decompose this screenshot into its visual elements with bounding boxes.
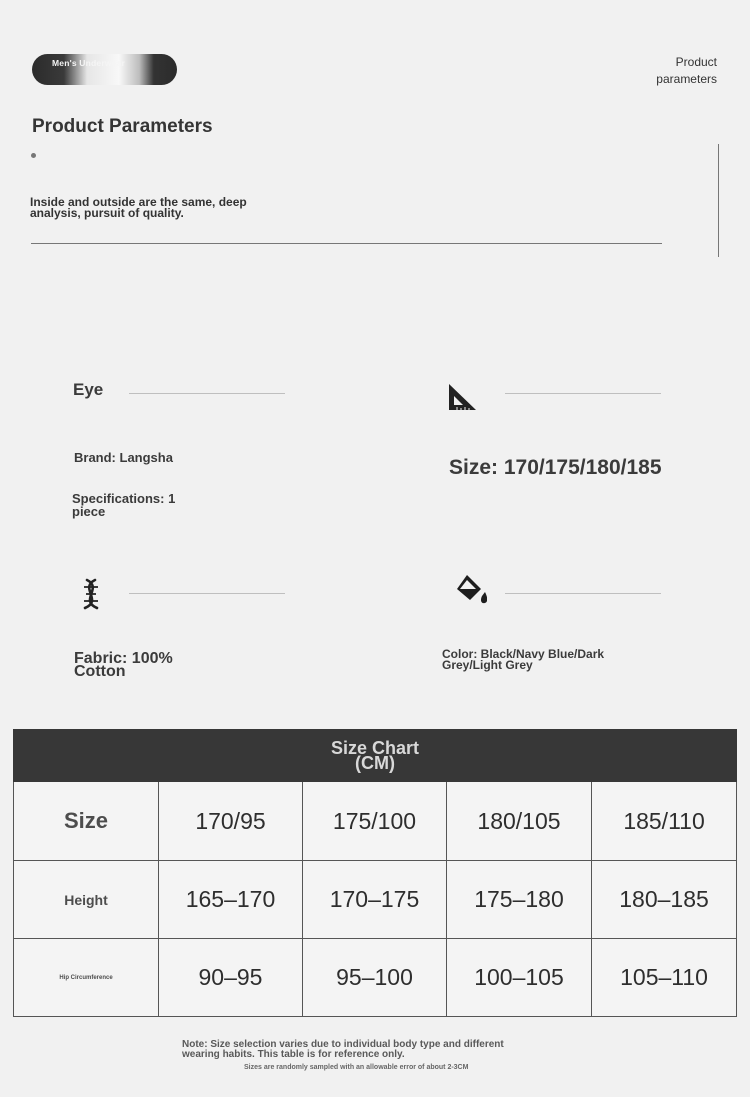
brand-pill-label: Men's Underwear <box>52 58 126 68</box>
eye-label: Eye <box>73 380 104 399</box>
rule-fabric <box>129 593 285 594</box>
section-label-line2: parameters <box>656 72 717 86</box>
table-cell: 170/95 <box>159 782 303 861</box>
bullet-dot <box>31 153 36 158</box>
size-text: Size: 170/175/180/185 <box>449 456 662 479</box>
table-row <box>14 782 737 861</box>
size-chart-header <box>14 730 737 782</box>
page-title: Product Parameters <box>32 116 213 137</box>
specifications-text: Specifications: 1 piece <box>72 491 176 519</box>
section-label <box>656 54 717 88</box>
table-cell: 165–170 <box>159 861 303 939</box>
row-label-height: Height <box>14 861 159 939</box>
set-square-icon <box>446 382 478 414</box>
row-label-size: Size <box>14 782 159 861</box>
size-chart-title <box>14 730 737 782</box>
table-cell: 105–110 <box>592 939 737 1017</box>
color-text: Color: Black/Navy Blue/Dark Grey/Light Grey <box>442 647 605 672</box>
row-label-hip: Hip Circumference <box>14 939 159 1017</box>
table-row <box>14 939 737 1017</box>
rule-size <box>505 393 661 394</box>
table-cell: 90–95 <box>159 939 303 1017</box>
divider-horizontal <box>31 243 662 244</box>
rule-eye <box>129 393 285 394</box>
table-cell: 180/105 <box>447 782 592 861</box>
size-chart-table <box>13 729 737 1017</box>
section-label-line1: Product <box>675 55 717 69</box>
table-cell: 100–105 <box>447 939 592 1017</box>
rule-color <box>505 593 661 594</box>
table-row <box>14 861 737 939</box>
dna-helix-icon <box>75 578 107 610</box>
size-chart-title-text: Size Chart (CM) <box>331 737 420 773</box>
brand-pill <box>32 54 177 85</box>
table-cell: 175–180 <box>447 861 592 939</box>
table-cell: 180–185 <box>592 861 737 939</box>
paint-bucket-icon <box>455 572 487 604</box>
table-cell: 175/100 <box>303 782 447 861</box>
size-note: Note: Size selection varies due to individual body type and different wearing habits. This table is for reference only. <box>182 1039 504 1060</box>
divider-vertical <box>718 144 719 257</box>
table-cell: 170–175 <box>303 861 447 939</box>
table-cell: 95–100 <box>303 939 447 1017</box>
tagline: Inside and outside are the same, deep analysis, pursuit of quality. <box>30 195 247 220</box>
error-note: Sizes are randomly sampled with an allowable error of about 2-3CM <box>244 1064 469 1071</box>
brand-text: Brand: Langsha <box>74 450 173 465</box>
table-cell: 185/110 <box>592 782 737 861</box>
fabric-text: Fabric: 100% Cotton <box>74 650 173 680</box>
